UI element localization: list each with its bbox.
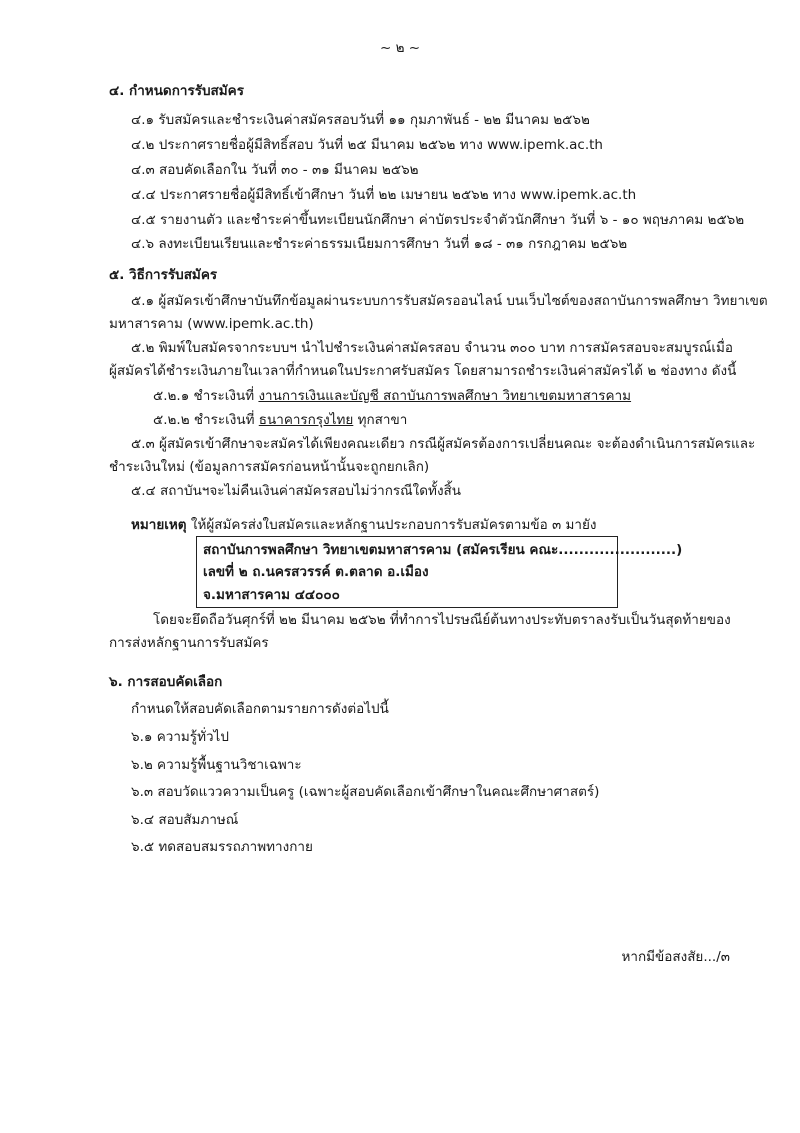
postmark-line-2: การส่งหลักฐานการรับสมัคร	[109, 635, 269, 651]
list-item: ๖.๓ สอบวัดแววความเป็นครู (เฉพาะผู้สอบคัดเลือกเข้าศึกษาในคณะศึกษาศาสตร์)	[131, 784, 600, 800]
bank-name-text: ธนาคารกรุงไทย	[258, 412, 354, 428]
address-line-1: สถาบันการพลศึกษา วิทยาเขตมหาสารคาม (สมัครเรียน คณะ.......................)	[203, 542, 683, 558]
list-item: ๔.๖ ลงทะเบียนเรียนและชำระค่าธรรมเนียมการศึกษา วันที่ ๑๘ - ๓๑ กรกฎาคม ๒๕๖๒	[131, 236, 628, 252]
list-item: ๔.๕ รายงานตัว และชำระค่าขึ้นทะเบียนนักศึกษา ค่าบัตรประจำตัวนักศึกษา วันที่ ๖ - ๑๐ พฤษภาคม ๒๕๖๒	[131, 212, 745, 228]
section-6-heading: ๖. การสอบคัดเลือก	[109, 674, 223, 690]
paragraph-5-1-line-1: ๕.๑ ผู้สมัครเข้าศึกษาบันทึกข้อมูลผ่านระบบการรับสมัครออนไลน์ บนเว็บไซต์ของสถาบันการพลศึกษา วิทยาเขต	[131, 293, 768, 309]
paragraph-5-3-line-2: ชำระเงินใหม่ (ข้อมูลการสมัครก่อนหน้านั้นจะถูกยกเลิก)	[109, 459, 430, 475]
paragraph-5-1-line-2: มหาสารคาม (www.ipemk.ac.th)	[109, 316, 314, 332]
note-text: ให้ผู้สมัครส่งใบสมัครและหลักฐานประกอบการรับสมัครตามข้อ ๓ มายัง	[186, 517, 597, 533]
finance-office-text: งานการเงินและบัญชี สถาบันการพลศึกษา วิทยาเขตมหาสารคาม	[258, 388, 632, 404]
address-line-3: จ.มหาสารคาม ๔๔๐๐๐	[203, 587, 340, 603]
list-item: ๖.๕ ทดสอบสมรรถภาพทางกาย	[131, 839, 313, 855]
list-item: ๔.๔ ประกาศรายชื่อผู้มีสิทธิ์เข้าศึกษา วันที่ ๒๒ เมษายน ๒๕๖๒ ทาง www.ipemk.ac.th	[131, 187, 637, 203]
postmark-line-1: โดยจะยึดถือวันศุกร์ที่ ๒๒ มีนาคม ๒๕๖๒ ที่ทำการไปรษณีย์ต้นทางประทับตราลงรับเป็นวันสุดท้ายของ	[153, 612, 731, 628]
paragraph-5-2-1	[153, 386, 631, 406]
list-item: ๔.๑ รับสมัครและชำระเงินค่าสมัครสอบวันที่ ๑๑ กุมภาพันธ์ - ๒๒ มีนาคม ๒๕๖๒	[131, 112, 590, 128]
paragraph-5-2-line-1: ๕.๒ พิมพ์ใบสมัครจากระบบฯ นำไปชำระเงินค่าสมัครสอบ จำนวน ๓๐๐ บาท การสมัครสอบจะสมบูรณ์เมื่อ	[131, 340, 734, 356]
address-line-2: เลขที่ ๒ ถ.นครสวรรค์ ต.ตลาด อ.เมือง	[203, 564, 429, 580]
note-label: หมายเหตุ	[131, 517, 187, 533]
section-6-intro: กำหนดให้สอบคัดเลือกตามรายการดังต่อไปนี้	[131, 701, 389, 717]
list-item: ๔.๒ ประกาศรายชื่อผู้มีสิทธิ์สอบ วันที่ ๒๕ มีนาคม ๒๕๖๒ ทาง www.ipemk.ac.th	[131, 137, 603, 153]
section-5-heading: ๕. วิธีการรับสมัคร	[109, 267, 218, 283]
paragraph-5-3-line-1: ๕.๓ ผู้สมัครเข้าศึกษาจะสมัครได้เพียงคณะเดียว กรณีผู้สมัครต้องการเปลี่ยนคณะ จะต้องดำเนินการสมัครและ	[131, 436, 756, 452]
list-item: ๖.๑ ความรู้ทั่วไป	[131, 729, 229, 745]
paragraph-5-4: ๕.๔ สถาบันฯจะไม่คืนเงินค่าสมัครสอบไม่ว่ากรณีใดทั้งสิ้น	[131, 483, 461, 499]
paragraph-5-2-line-2: ผู้สมัครได้ชำระเงินภายในเวลาที่กำหนดในประกาศรับสมัคร โดยสามารถชำระเงินค่าสมัครได้ ๒ ช่องทาง ดังนี้	[109, 363, 737, 379]
paragraph-5-2-2-prefix: ๕.๒.๒ ชำระเงินที่	[153, 412, 259, 428]
page-number: ~ ๒ ~	[380, 40, 421, 56]
continuation-note: หากมีข้อสงสัย.../๓	[621, 949, 730, 965]
paragraph-5-2-2	[153, 410, 407, 430]
list-item: ๖.๔ สอบสัมภาษณ์	[131, 812, 239, 828]
note-line	[131, 515, 596, 535]
paragraph-5-2-2-suffix: ทุกสาขา	[353, 412, 408, 428]
section-4-heading: ๔. กำหนดการรับสมัคร	[109, 83, 244, 99]
list-item: ๔.๓ สอบคัดเลือกใน วันที่ ๓๐ - ๓๑ มีนาคม ๒๕๖๒	[131, 162, 419, 178]
list-item: ๖.๒ ความรู้พื้นฐานวิชาเฉพาะ	[131, 757, 302, 773]
paragraph-5-2-1-prefix: ๕.๒.๑ ชำระเงินที่	[153, 388, 259, 404]
